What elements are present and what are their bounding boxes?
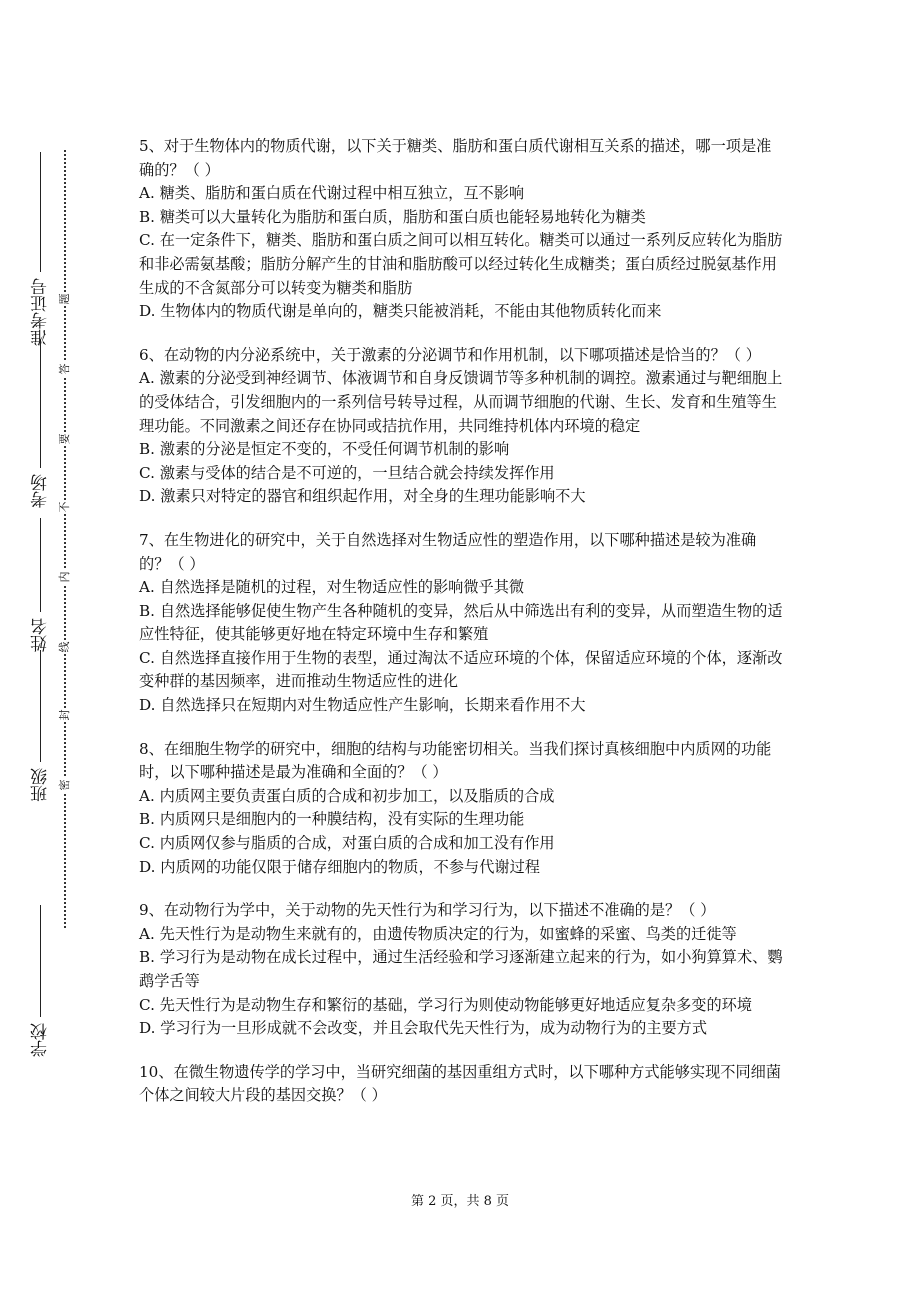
option-d: D. 学习行为一旦形成就不会改变，并且会取代先天性行为，成为动物行为的主要方式: [139, 1019, 708, 1038]
option-b: B. 糖类可以大量转化为脂肪和蛋白质，脂肪和蛋白质也能轻易地转化为糖类: [139, 207, 646, 226]
page-number: 第 2 页，共 8 页: [410, 1194, 510, 1209]
seal-word: 题: [58, 293, 71, 305]
option-a: A. 内质网主要负责蛋白质的合成和初步加工，以及脂质的合成: [139, 786, 555, 805]
class-field: [28, 650, 54, 802]
seal-word: 线: [58, 641, 71, 653]
seal-dotted-line: [64, 150, 74, 928]
option-b: B. 激素的分泌是恒定不变的，不受任何调节机制的影响: [139, 440, 510, 459]
question-8: [139, 738, 783, 880]
question-stem: 7、在生物进化的研究中，关于自然选择对生物适应性的塑造作用，以下哪种描述是较为准确的？（ ）: [139, 530, 757, 573]
room-field: [28, 340, 54, 508]
option-c: C. 自然选择直接作用于生物的表型，通过淘汰不适应环境的个体，保留适应环境的个体，逐渐改变种群的基因频率，进而推动生物适应性的进化: [139, 648, 783, 691]
school-field: [28, 905, 54, 1057]
seal-word: 不: [58, 501, 71, 513]
seal-word: 封: [58, 709, 71, 721]
option-b: B. 自然选择能够促使生物产生各种随机的变异，然后从中筛选出有利的变异，从而塑造生物的适应性特征，使其能够更好地在特定环境中生存和繁殖: [139, 601, 783, 644]
question-stem: 5、对于生物体内的物质代谢，以下关于糖类、脂肪和蛋白质代谢相互关系的描述，哪一项是准确的？（ ）: [139, 137, 772, 179]
option-c: C. 激素与受体的结合是不可逆的，一旦结合就会持续发挥作用: [139, 463, 555, 482]
question-9: [139, 899, 783, 1041]
question-10: [139, 1061, 783, 1108]
option-a: A. 激素的分泌受到神经调节、体液调节和自身反馈调节等多种机制的调控。激素通过与靶细胞上的受体结合，引发细胞内的一系列信号转导过程，从而调节细胞的代谢、生长、发育和生殖等生理功能。不同激素之间还存在协同或拮抗作用，共同维持机体内环境的稳定: [139, 369, 783, 435]
name-underline: [41, 518, 42, 612]
school-underline: [41, 905, 42, 1017]
room-underline: [41, 340, 42, 468]
room-label: 考场: [31, 474, 51, 508]
question-stem: 10、在微生物遗传学的学习中，当研究细菌的基因重组方式时，以下哪种方式能够实现不同细菌个体之间较大片段的基因交换？（ ）: [139, 1062, 782, 1105]
option-c: C. 内质网仅参与脂质的合成，对蛋白质的合成和加工没有作用: [139, 834, 555, 853]
name-label: 姓名: [31, 618, 51, 652]
question-6: [139, 344, 783, 509]
option-a: A. 先天性行为是动物生来就有的，由遗传物质决定的行为，如蜜蜂的采蜜、鸟类的迁徙等: [139, 924, 737, 943]
class-underline: [41, 650, 42, 762]
option-d: D. 激素只对特定的器官和组织起作用，对全身的生理功能影响不大: [139, 487, 586, 506]
question-7: [139, 529, 783, 718]
seal-word: 要: [58, 433, 71, 445]
question-stem: 6、在动物的内分泌系统中，关于激素的分泌调节和作用机制，以下哪项描述是恰当的？（ ）: [139, 345, 761, 364]
option-b: B. 内质网只是细胞内的一种膜结构，没有实际的生理功能: [139, 810, 525, 829]
seal-word: 密: [58, 779, 71, 791]
class-label: 班级: [31, 768, 51, 802]
question-stem: 8、在细胞生物学的研究中，细胞的结构与功能密切相关。当我们探讨真核细胞中内质网的功能时，以下哪种描述是最为准确和全面的？（ ）: [139, 739, 772, 782]
school-label: 学校: [31, 1023, 51, 1057]
exam-id-field: [28, 152, 54, 346]
seal-word: 答: [58, 363, 71, 375]
name-field: [28, 518, 54, 652]
option-d: D. 生物体内的物质代谢是单向的，糖类只能被消耗，不能由其他物质转化而来: [139, 302, 662, 321]
exam-content: [139, 135, 783, 1128]
option-b: B. 学习行为是动物在成长过程中，通过生活经验和学习逐渐建立起来的行为，如小狗算算术、鹦鹉学舌等: [139, 948, 783, 990]
binding-margin: [0, 0, 120, 1302]
option-c: C. 在一定条件下，糖类、脂肪和蛋白质之间可以相互转化。糖类可以通过一系列反应转化为脂肪和非必需氨基酸；脂肪分解产生的甘油和脂肪酸可以经过转化生成糖类；蛋白质经过脱氨基作用生成的不含氮部分可以转变为糖类和脂肪: [139, 231, 783, 297]
option-d: D. 自然选择只在短期内对生物适应性产生影响，长期来看作用不大: [139, 696, 586, 715]
question-stem: 9、在动物行为学中，关于动物的先天性行为和学习行为，以下描述不准确的是？（ ）: [139, 901, 716, 920]
option-d: D. 内质网的功能仅限于储存细胞内的物质，不参与代谢过程: [139, 857, 540, 876]
option-a: A. 自然选择是随机的过程，对生物适应性的影响微乎其微: [139, 578, 525, 597]
question-5: [139, 135, 783, 324]
seal-word: 内: [58, 571, 71, 583]
option-c: C. 先天性行为是动物生存和繁衍的基础，学习行为则使动物能够更好地适应复杂多变的环境: [139, 995, 753, 1014]
option-a: A. 糖类、脂肪和蛋白质在代谢过程中相互独立，互不影响: [139, 184, 525, 203]
exam-id-label: 准考证号: [31, 278, 51, 346]
exam-id-underline: [41, 152, 42, 272]
